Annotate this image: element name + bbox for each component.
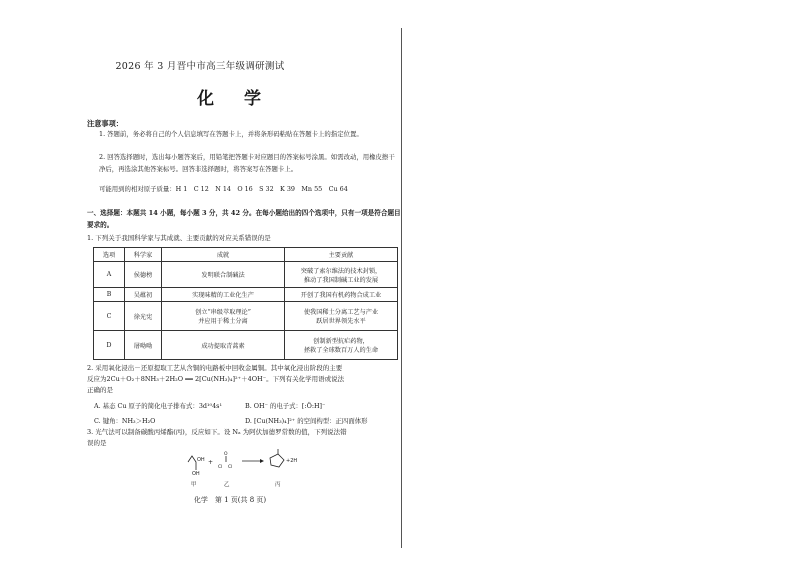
section-heading: 一、选择题：本题共 14 小题，每小题 3 分，共 42 分。在每小题给出的四个选项中，只有一项是符合题目要求的。 — [87, 209, 401, 229]
scientist-cell: 侯德榜 — [125, 262, 162, 288]
contribution-cell: 开创了我国有机药物合成工业 — [285, 288, 398, 302]
scientist-cell: 屠呦呦 — [125, 331, 162, 360]
option-b: B. OH⁻ 的电子式：[:Ö:H]⁻ — [245, 402, 326, 410]
option-cell: C — [94, 302, 125, 331]
stem-line: 3. 光气法可以制备碳酸丙烯酯(丙)，反应如下。设 Nₐ 为阿伏加德罗常数的值，下列说法错 — [87, 428, 347, 436]
scientist-cell: 徐光宪 — [125, 302, 162, 331]
achievement-cell — [162, 302, 285, 331]
subject-title: 化 学 — [197, 89, 273, 109]
contribution-cell — [285, 262, 398, 288]
plus-sign: + — [208, 459, 214, 466]
reactant-a-structure — [188, 456, 196, 470]
table-header: 成就 — [162, 248, 285, 262]
question-2-stem — [87, 363, 405, 396]
achievement-cell: 实现味精的工业化生产 — [162, 288, 285, 302]
achievement-line: 创立“串级萃取理论” — [195, 309, 251, 316]
contribution-cell — [285, 302, 398, 331]
option-a: A. 基态 Cu 原子的简化电子排布式：3d¹⁰4s¹ — [94, 402, 223, 410]
atomic-masses: 可能用到的相对原子质量：H 1 C 12 N 14 O 16 S 32 K 39 Mn 55 Cu 64 — [99, 185, 348, 193]
label-c: 丙 — [275, 482, 281, 488]
contribution-line: 使我国稀土分离工艺与产业 — [303, 309, 379, 316]
stem-line: 正确的是 — [87, 386, 113, 394]
byproduct-label: +2H — [286, 458, 298, 464]
svg-text:OH: OH — [192, 471, 200, 477]
page-footer: 化学 第 1 页(共 8 页) — [193, 496, 267, 504]
reaction-scheme — [180, 448, 310, 490]
table-header: 主要贡献 — [285, 248, 398, 262]
notes-heading: 注意事项： — [87, 119, 123, 128]
option-d: D. [Cu(NH₃)₄]²⁺ 的空间构型：正四面体形 — [245, 417, 368, 425]
contribution-cell — [285, 331, 398, 360]
scientist-table — [93, 247, 398, 360]
svg-text:Cl: Cl — [218, 465, 223, 470]
table-row — [94, 288, 398, 302]
question-3-stem — [87, 427, 405, 449]
table-header: 选项 — [94, 248, 125, 262]
contribution-line: 创制新型抗疟药物， — [313, 338, 369, 345]
note-item: 1. 答题前，务必将自己的个人信息填写在答题卡上，并将条形码粘贴在答题卡上的指定位置。 — [99, 130, 363, 138]
svg-text:OH: OH — [197, 457, 205, 463]
achievement-cell: 发明联合制碱法 — [162, 262, 285, 288]
question-1-stem: 1. 下列关于我国科学家与其成就、主要贡献的对应关系错误的是 — [87, 234, 271, 242]
note-item: 2. 回答选择题时，选出每小题答案后，用铅笔把答题卡对应题目的答案标号涂黑。如需改动，用橡皮擦干净后，再选涂其他答案标号。回答非选择题时，将答案写在答题卡上。 — [99, 153, 395, 173]
option-cell: D — [94, 331, 125, 360]
exam-title: 2026 年 3 月晋中市高三年级调研测试 — [115, 61, 285, 72]
scientist-cell: 吴蕴初 — [125, 288, 162, 302]
option-cell: A — [94, 262, 125, 288]
option-c: C. 键角：NH₃＞H₂O — [94, 417, 156, 425]
stem-line: 误的是 — [87, 439, 107, 447]
table-header: 科学家 — [125, 248, 162, 262]
table-row — [94, 331, 398, 360]
achievement-line: 并应用于稀土分离 — [198, 318, 248, 325]
option-cell: B — [94, 288, 125, 302]
achievement-cell: 成功提取青蒿素 — [162, 331, 285, 360]
contribution-line: 推动了我国制碱工业的发展 — [303, 276, 379, 284]
stem-line: 2. 采用氧化浸出－还原提取工艺从含铜的电路板中回收金属铜。其中氧化浸出阶段的主要 — [87, 364, 343, 372]
table-row — [94, 302, 398, 331]
product-structure — [270, 454, 284, 467]
label-b: 乙 — [224, 482, 230, 488]
svg-text:O: O — [224, 452, 228, 457]
table-row — [94, 262, 398, 288]
contribution-line: 拯救了全球数百万人的生命 — [303, 347, 379, 354]
stem-line: 反应为2Cu＋O₂＋8NH₃＋2H₂O ══ 2[Cu(NH₃)₄]²⁺＋4OH⁻。下列有关化学用语或说法 — [87, 375, 345, 383]
contribution-line: 跃居世界领先水平 — [316, 318, 366, 325]
contribution-line: 突破了索尔维法的技术封锁， — [300, 267, 382, 275]
label-a: 甲 — [191, 482, 197, 488]
svg-text:Cl: Cl — [228, 465, 233, 470]
